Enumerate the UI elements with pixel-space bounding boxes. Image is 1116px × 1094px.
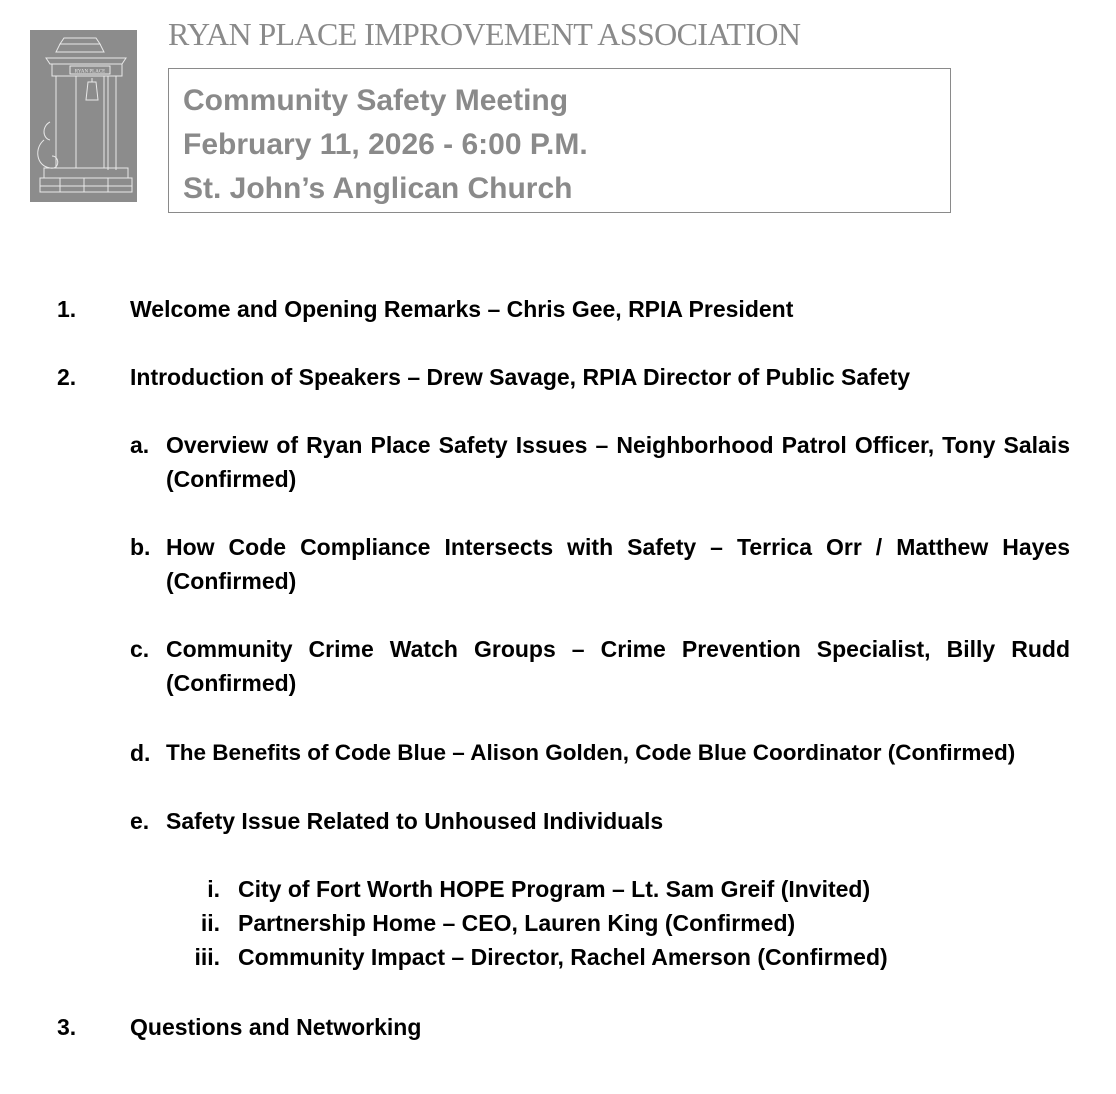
subitem-c: Community Crime Watch Groups – Crime Prevention Specialist, Billy Rudd (Confirmed) <box>166 636 1070 696</box>
subitem-e: Safety Issue Related to Unhoused Individuals <box>166 808 664 834</box>
agenda-item-number: 2. <box>57 364 77 390</box>
subitem-label: e. <box>130 808 150 834</box>
agenda-item-1: Welcome and Opening Remarks – Chris Gee, RPIA President <box>130 296 794 322</box>
subitem-label: b. <box>130 534 151 560</box>
subitem-a: Overview of Ryan Place Safety Issues – Neighborhood Patrol Officer, Tony Salais (Confirmed) <box>166 432 1070 492</box>
subitem-b: How Code Compliance Intersects with Safety – Terrica Orr / Matthew Hayes (Confirmed) <box>166 534 1070 594</box>
agenda-item-number: 3. <box>57 1014 77 1040</box>
meeting-info-box <box>168 68 951 213</box>
roman-item-iii: Community Impact – Director, Rachel Amerson (Confirmed) <box>238 944 888 970</box>
subitem-label: d. <box>130 740 151 766</box>
gate-pillar-icon <box>30 30 137 202</box>
subitem-label: c. <box>130 636 150 662</box>
subitem-d: The Benefits of Code Blue – Alison Golden, Code Blue Coordinator (Confirmed) <box>166 740 1016 765</box>
association-logo <box>30 30 137 202</box>
roman-item-ii: Partnership Home – CEO, Lauren King (Confirmed) <box>238 910 796 936</box>
meeting-title: Community Safety Meeting <box>183 84 569 117</box>
agenda-item-2: Introduction of Speakers – Drew Savage, RPIA Director of Public Safety <box>130 364 911 390</box>
roman-label: iii. <box>194 944 220 970</box>
meeting-datetime: February 11, 2026 - 6:00 P.M. <box>183 128 588 161</box>
roman-label: i. <box>207 876 220 902</box>
agenda-item-3: Questions and Networking <box>130 1014 422 1040</box>
subitem-label: a. <box>130 432 150 458</box>
agenda-item-number: 1. <box>57 296 77 322</box>
logo-sign-text: RYAN PLACE <box>74 69 106 75</box>
roman-item-i: City of Fort Worth HOPE Program – Lt. Sam Greif (Invited) <box>238 876 871 902</box>
roman-label: ii. <box>200 910 220 936</box>
meeting-location: St. John’s Anglican Church <box>183 172 573 205</box>
organization-name: RYAN PLACE IMPROVEMENT ASSOCIATION <box>168 16 801 52</box>
